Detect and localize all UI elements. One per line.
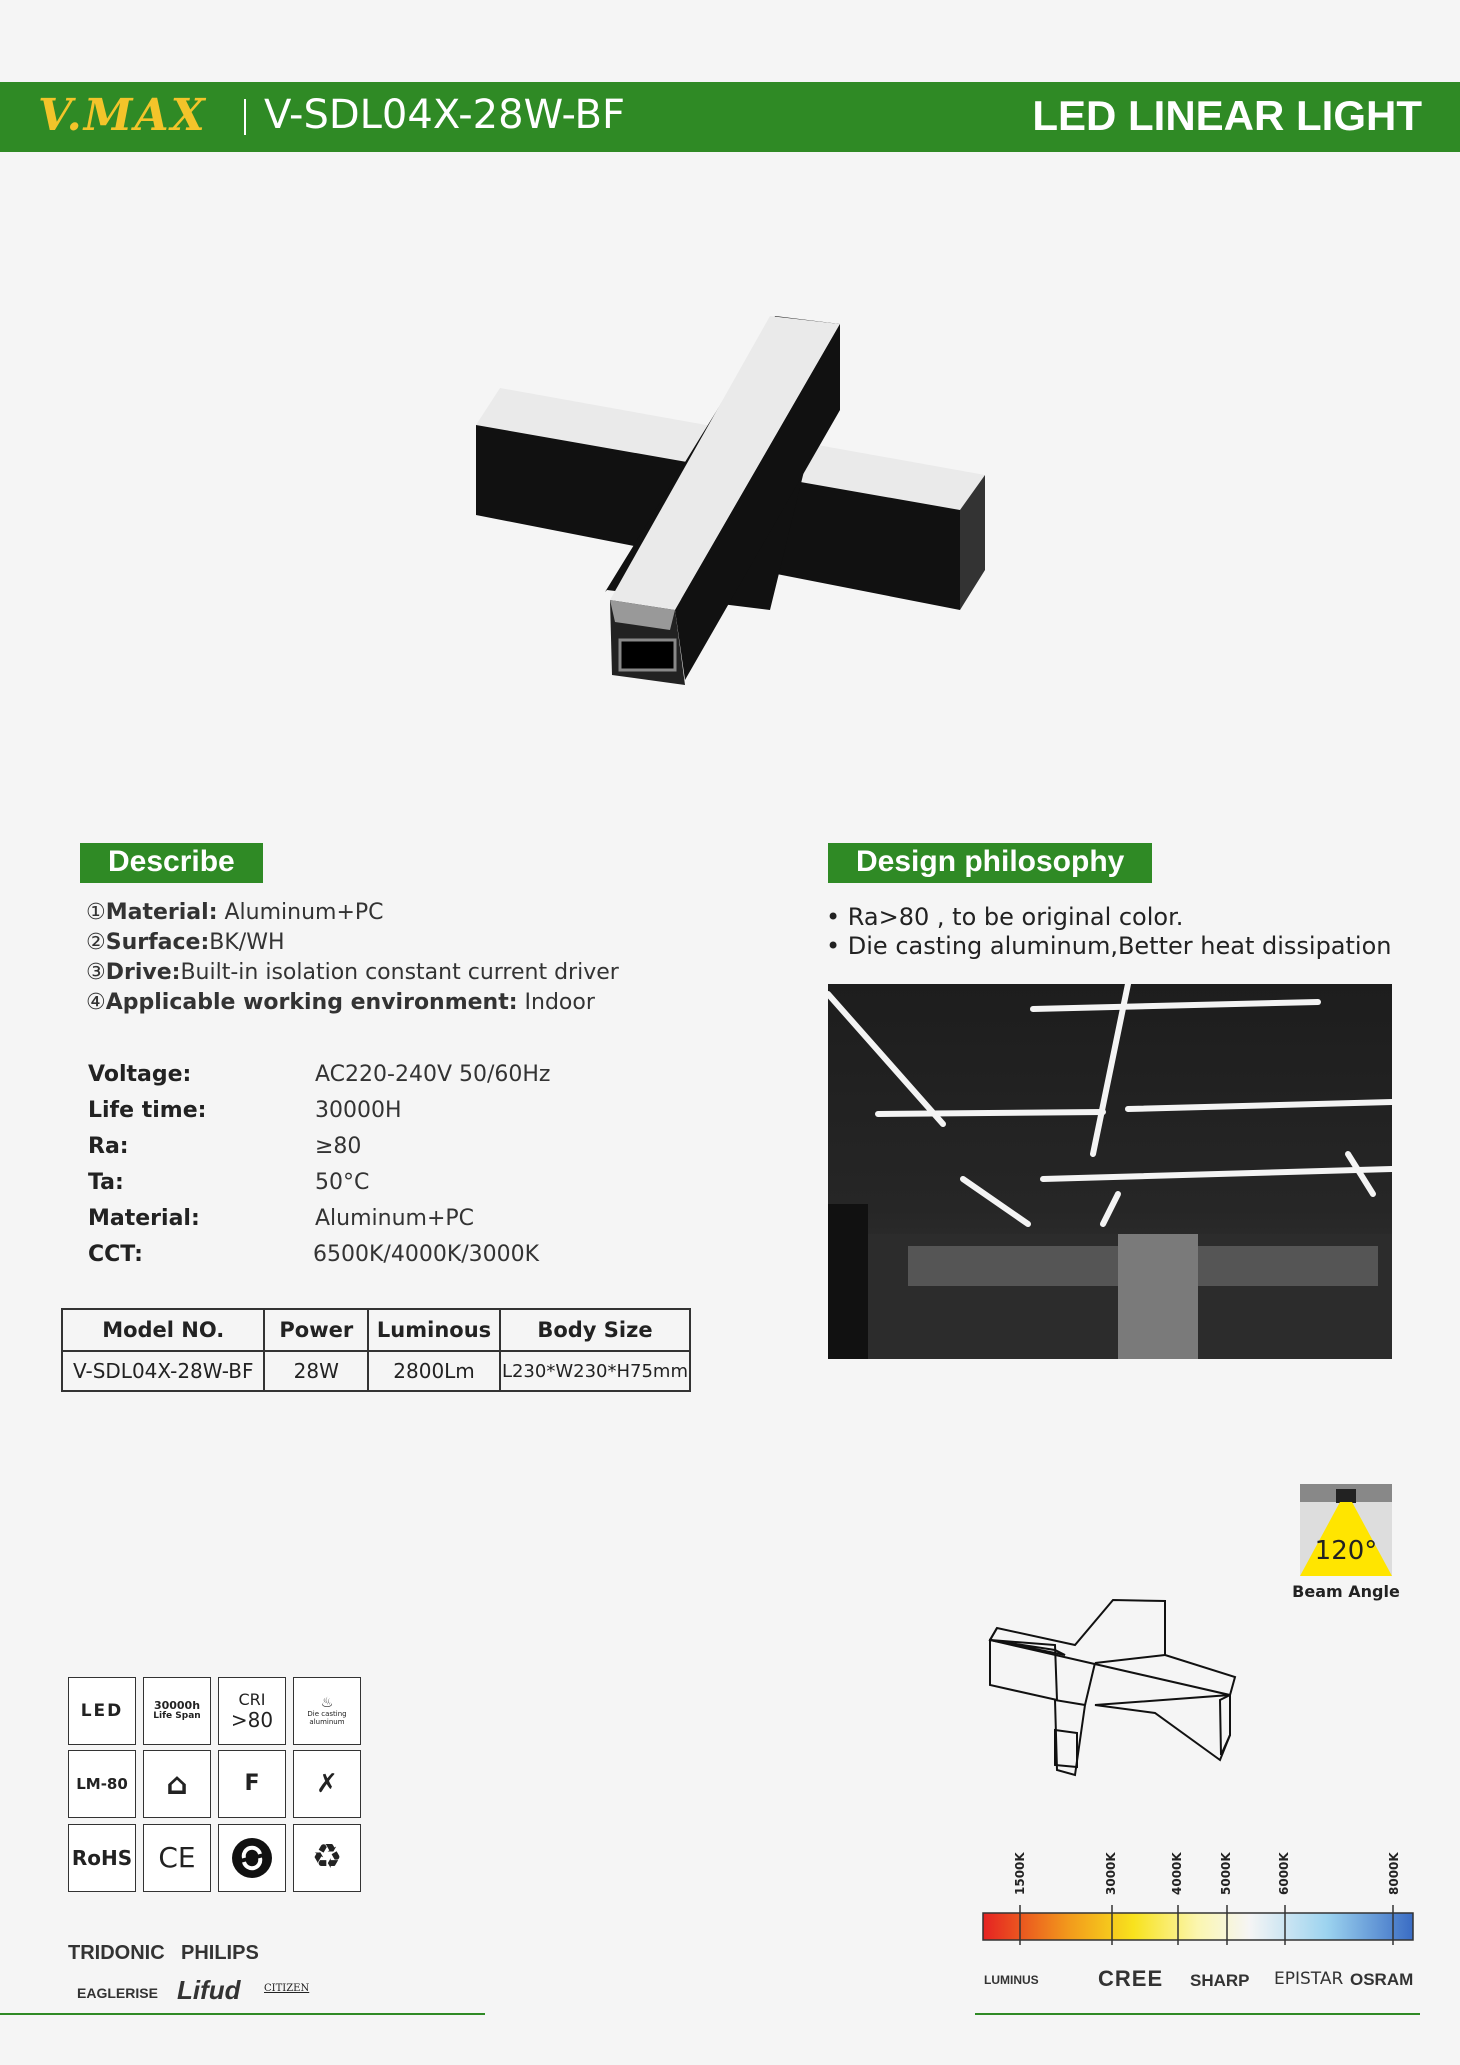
cct-color-bar [980, 1900, 1416, 1950]
spec-row: Ta: 50°C [88, 1170, 370, 1195]
model-table [61, 1308, 691, 1392]
brand-eaglerise: EAGLERISE [77, 1985, 158, 2001]
brand-epistar: EPISTAR [1274, 1969, 1344, 1989]
f-mark-icon: F [218, 1750, 286, 1818]
describe-label: Describe [80, 843, 263, 883]
category-title: LED LINEAR LIGHT [1032, 92, 1422, 139]
brand-osram: OSRAM [1350, 1970, 1414, 1989]
describe-item-material: ①Material: Aluminum+PC [86, 900, 384, 925]
brand-sharp: SHARP [1190, 1971, 1250, 1990]
brand-logo: V.MAX [38, 90, 207, 141]
cri-icon: CRI >80 [218, 1677, 286, 1745]
cct-tick-label: 4000K [1170, 1852, 1184, 1895]
spec-row: Life time: 30000H [88, 1098, 402, 1123]
design-label: Design philosophy [828, 843, 1152, 883]
brand-cree: CREE [1098, 1966, 1164, 1991]
brand-luminus: LUMINUS [984, 1973, 1039, 1987]
describe-item-environment: ④Applicable working environment: Indoor [86, 990, 595, 1015]
brand-lifud: Lifud [177, 1975, 241, 2005]
brand-citizen: CITIZEN [264, 1983, 310, 1994]
led-icon: LED [68, 1677, 136, 1745]
weee-icon: ✗ [293, 1750, 361, 1818]
spec-list [88, 1062, 648, 1278]
table-row: V-SDL04X-28W-BF 28W 2800Lm L230*W230*H75mm [62, 1351, 690, 1391]
describe-item-drive: ③Drive:Built-in isolation constant current driver [86, 960, 619, 985]
describe-list [86, 900, 619, 1020]
ce-icon: CE [143, 1824, 211, 1892]
beam-angle-icon [1300, 1484, 1392, 1576]
spec-row: Voltage: AC220-240V 50/60Hz [88, 1062, 551, 1087]
recycle-icon: ♻ [293, 1824, 361, 1892]
indoor-icon: ⌂ [143, 1750, 211, 1818]
lifespan-icon: 30000h Life Span [143, 1677, 211, 1745]
lm80-icon: LM-80 [68, 1750, 136, 1818]
model-title: V-SDL04X-28W-BF [264, 92, 625, 138]
certification-icons [68, 1677, 368, 1907]
spec-row: Material: Aluminum+PC [88, 1206, 475, 1231]
beam-angle-value: 120° [1314, 1536, 1378, 1566]
design-bullet: • Ra>80 , to be original color. [826, 903, 1184, 931]
cct-tick-label: 1500K [1013, 1852, 1027, 1895]
design-bullet: • Die casting aluminum,Better heat dissipation [826, 932, 1392, 960]
green-dot-icon [218, 1824, 286, 1892]
cct-tick-label: 8000K [1387, 1852, 1401, 1895]
cct-tick-label: 6000K [1277, 1852, 1291, 1895]
header-divider [244, 99, 246, 135]
brand-philips: PHILIPS [181, 1942, 259, 1964]
cct-tick-label: 3000K [1104, 1852, 1118, 1895]
describe-item-surface: ②Surface:BK/WH [86, 930, 285, 955]
footer-line-left [0, 2013, 485, 2015]
beam-angle-label: Beam Angle [1292, 1582, 1400, 1601]
footer-line-right [975, 2013, 1420, 2015]
rohs-icon: RoHS [68, 1824, 136, 1892]
header-bar [0, 82, 1460, 152]
application-photo [828, 984, 1392, 1359]
spec-row: Ra: ≥80 [88, 1134, 362, 1159]
table-header-row: Model NO. Power Luminous Body Size [62, 1309, 690, 1351]
cct-tick-label: 5000K [1219, 1852, 1233, 1895]
die-casting-icon: ♨ Die casting aluminum [293, 1677, 361, 1745]
product-hero-image [470, 310, 990, 690]
spec-row: CCT: 6500K/4000K/3000K [88, 1242, 540, 1267]
brand-tridonic: TRIDONIC [68, 1942, 165, 1964]
product-line-drawing [985, 1595, 1245, 1785]
